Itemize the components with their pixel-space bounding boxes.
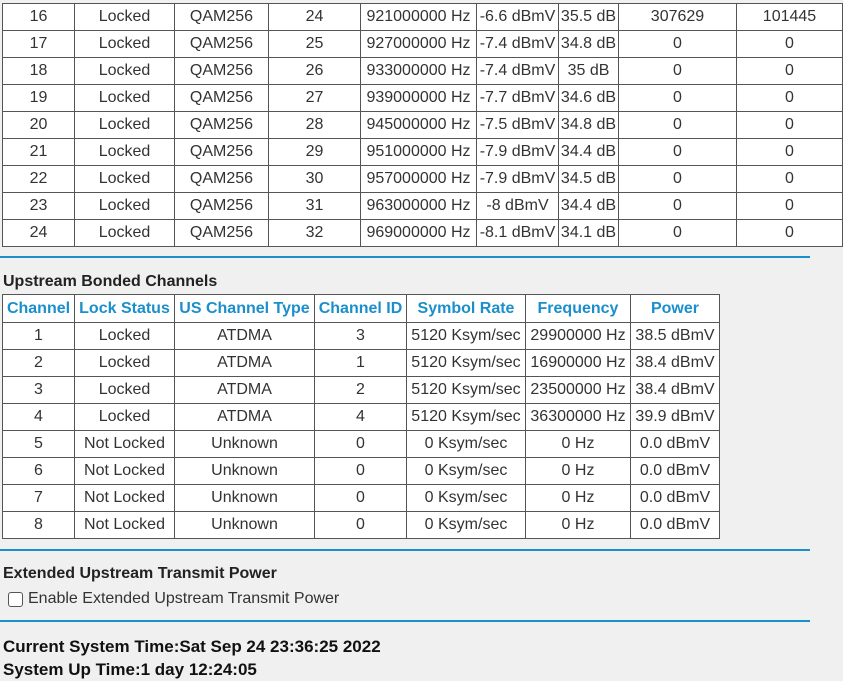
downstream-cell-channel: 24 (3, 220, 75, 247)
downstream-cell-modulation: QAM256 (175, 166, 269, 193)
upstream-table-row (3, 350, 720, 377)
upstream-cell-channel: 7 (3, 485, 75, 512)
downstream-cell-corrected: 0 (619, 112, 737, 139)
upstream-cell-channel: 5 (3, 431, 75, 458)
downstream-cell-frequency: 957000000 Hz (361, 166, 477, 193)
section-divider (0, 256, 810, 258)
upstream-table-row (3, 431, 720, 458)
upstream-cell-power: 38.5 dBmV (631, 323, 720, 350)
upstream-cell-symbol-rate: 0 Ksym/sec (407, 431, 526, 458)
downstream-cell-modulation: QAM256 (175, 112, 269, 139)
downstream-cell-lock-status: Locked (75, 220, 175, 247)
upstream-cell-lock-status: Not Locked (75, 512, 175, 539)
upstream-cell-power: 0.0 dBmV (631, 512, 720, 539)
downstream-cell-snr: 35.5 dB (559, 4, 619, 31)
downstream-cell-frequency: 939000000 Hz (361, 85, 477, 112)
downstream-cell-modulation: QAM256 (175, 193, 269, 220)
upstream-cell-power: 0.0 dBmV (631, 458, 720, 485)
upstream-cell-symbol-rate: 0 Ksym/sec (407, 458, 526, 485)
system-up-time: System Up Time:1 day 12:24:05 (3, 660, 257, 679)
downstream-cell-modulation: QAM256 (175, 31, 269, 58)
downstream-cell-channel: 17 (3, 31, 75, 58)
upstream-table-row (3, 323, 720, 350)
downstream-table-row (3, 85, 843, 112)
downstream-table-row (3, 193, 843, 220)
downstream-cell-lock-status: Locked (75, 31, 175, 58)
upstream-cell-channel-type: Unknown (175, 512, 315, 539)
upstream-cell-frequency: 16900000 Hz (526, 350, 631, 377)
downstream-cell-power: -7.9 dBmV (477, 166, 559, 193)
upstream-bonded-channels-table (2, 294, 720, 539)
downstream-cell-frequency: 933000000 Hz (361, 58, 477, 85)
downstream-table-row (3, 31, 843, 58)
upstream-cell-symbol-rate: 5120 Ksym/sec (407, 404, 526, 431)
upstream-cell-channel-id: 0 (315, 512, 407, 539)
upstream-table-row (3, 458, 720, 485)
downstream-cell-power: -8.1 dBmV (477, 220, 559, 247)
downstream-table-row (3, 220, 843, 247)
downstream-cell-channel: 22 (3, 166, 75, 193)
upstream-column-header: Lock Status (75, 295, 175, 323)
upstream-cell-channel-type: Unknown (175, 431, 315, 458)
upstream-cell-symbol-rate: 5120 Ksym/sec (407, 323, 526, 350)
upstream-cell-channel-id: 2 (315, 377, 407, 404)
upstream-column-header: Symbol Rate (407, 295, 526, 323)
upstream-column-header: US Channel Type (175, 295, 315, 323)
downstream-cell-channel: 21 (3, 139, 75, 166)
downstream-cell-uncorrectables: 0 (737, 58, 843, 85)
upstream-cell-channel: 3 (3, 377, 75, 404)
downstream-cell-lock-status: Locked (75, 112, 175, 139)
downstream-cell-frequency: 927000000 Hz (361, 31, 477, 58)
downstream-cell-corrected: 0 (619, 193, 737, 220)
downstream-cell-power: -6.6 dBmV (477, 4, 559, 31)
downstream-cell-modulation: QAM256 (175, 220, 269, 247)
upstream-cell-power: 38.4 dBmV (631, 377, 720, 404)
downstream-cell-channel-id: 26 (269, 58, 361, 85)
downstream-cell-frequency: 963000000 Hz (361, 193, 477, 220)
downstream-cell-lock-status: Locked (75, 166, 175, 193)
upstream-cell-channel-type: ATDMA (175, 404, 315, 431)
upstream-cell-channel: 6 (3, 458, 75, 485)
downstream-cell-power: -7.7 dBmV (477, 85, 559, 112)
upstream-cell-channel: 4 (3, 404, 75, 431)
downstream-cell-snr: 34.4 dB (559, 139, 619, 166)
downstream-cell-modulation: QAM256 (175, 139, 269, 166)
upstream-cell-channel-id: 3 (315, 323, 407, 350)
extended-upstream-checkbox-row[interactable] (8, 590, 339, 608)
downstream-cell-power: -8 dBmV (477, 193, 559, 220)
upstream-cell-power: 39.9 dBmV (631, 404, 720, 431)
downstream-cell-corrected: 0 (619, 85, 737, 112)
upstream-cell-channel-id: 0 (315, 431, 407, 458)
upstream-column-header: Channel ID (315, 295, 407, 323)
downstream-cell-channel-id: 27 (269, 85, 361, 112)
upstream-column-header: Channel (3, 295, 75, 323)
downstream-cell-lock-status: Locked (75, 193, 175, 220)
upstream-cell-frequency: 0 Hz (526, 485, 631, 512)
downstream-cell-power: -7.4 dBmV (477, 31, 559, 58)
downstream-cell-snr: 34.5 dB (559, 166, 619, 193)
downstream-cell-snr: 34.1 dB (559, 220, 619, 247)
downstream-cell-channel-id: 29 (269, 139, 361, 166)
downstream-bonded-channels-table (2, 3, 843, 247)
downstream-cell-corrected: 0 (619, 220, 737, 247)
downstream-cell-channel-id: 28 (269, 112, 361, 139)
downstream-cell-snr: 34.8 dB (559, 112, 619, 139)
upstream-cell-lock-status: Not Locked (75, 458, 175, 485)
downstream-cell-corrected: 0 (619, 166, 737, 193)
downstream-cell-uncorrectables: 0 (737, 112, 843, 139)
upstream-cell-frequency: 29900000 Hz (526, 323, 631, 350)
downstream-cell-power: -7.5 dBmV (477, 112, 559, 139)
downstream-cell-lock-status: Locked (75, 85, 175, 112)
extended-upstream-section-title: Extended Upstream Transmit Power (3, 565, 277, 582)
downstream-cell-lock-status: Locked (75, 4, 175, 31)
upstream-cell-symbol-rate: 5120 Ksym/sec (407, 377, 526, 404)
upstream-cell-frequency: 0 Hz (526, 512, 631, 539)
upstream-cell-frequency: 0 Hz (526, 458, 631, 485)
upstream-cell-channel-type: ATDMA (175, 323, 315, 350)
downstream-cell-channel-id: 24 (269, 4, 361, 31)
upstream-cell-frequency: 36300000 Hz (526, 404, 631, 431)
downstream-cell-corrected: 307629 (619, 4, 737, 31)
downstream-cell-snr: 34.6 dB (559, 85, 619, 112)
downstream-table-row (3, 58, 843, 85)
downstream-cell-modulation: QAM256 (175, 85, 269, 112)
upstream-cell-channel-id: 4 (315, 404, 407, 431)
upstream-cell-power: 38.4 dBmV (631, 350, 720, 377)
upstream-cell-channel-id: 0 (315, 458, 407, 485)
upstream-cell-channel-id: 0 (315, 485, 407, 512)
upstream-cell-frequency: 0 Hz (526, 431, 631, 458)
downstream-table-row (3, 112, 843, 139)
downstream-cell-uncorrectables: 0 (737, 166, 843, 193)
downstream-cell-power: -7.9 dBmV (477, 139, 559, 166)
upstream-cell-power: 0.0 dBmV (631, 431, 720, 458)
downstream-cell-channel: 19 (3, 85, 75, 112)
section-divider (0, 620, 810, 622)
section-divider (0, 549, 810, 551)
downstream-cell-uncorrectables: 0 (737, 31, 843, 58)
extended-upstream-checkbox-label: Enable Extended Upstream Transmit Power (28, 590, 340, 607)
downstream-cell-channel: 16 (3, 4, 75, 31)
downstream-table-row (3, 4, 843, 31)
upstream-cell-channel: 1 (3, 323, 75, 350)
upstream-cell-symbol-rate: 0 Ksym/sec (407, 485, 526, 512)
downstream-cell-frequency: 945000000 Hz (361, 112, 477, 139)
downstream-cell-snr: 34.4 dB (559, 193, 619, 220)
downstream-cell-uncorrectables: 0 (737, 220, 843, 247)
upstream-column-header: Frequency (526, 295, 631, 323)
downstream-cell-lock-status: Locked (75, 58, 175, 85)
upstream-cell-channel-type: ATDMA (175, 350, 315, 377)
downstream-cell-modulation: QAM256 (175, 4, 269, 31)
upstream-cell-lock-status: Locked (75, 350, 175, 377)
downstream-table-body (3, 4, 843, 247)
downstream-cell-corrected: 0 (619, 58, 737, 85)
downstream-table-container (2, 3, 817, 246)
upstream-cell-channel-type: Unknown (175, 458, 315, 485)
downstream-table-row (3, 166, 843, 193)
upstream-table-row (3, 377, 720, 404)
downstream-cell-uncorrectables: 0 (737, 139, 843, 166)
downstream-cell-modulation: QAM256 (175, 58, 269, 85)
upstream-cell-lock-status: Not Locked (75, 485, 175, 512)
upstream-cell-symbol-rate: 5120 Ksym/sec (407, 350, 526, 377)
downstream-cell-channel-id: 25 (269, 31, 361, 58)
downstream-cell-snr: 34.8 dB (559, 31, 619, 58)
downstream-cell-lock-status: Locked (75, 139, 175, 166)
upstream-column-header: Power (631, 295, 720, 323)
downstream-cell-frequency: 951000000 Hz (361, 139, 477, 166)
downstream-cell-channel: 20 (3, 112, 75, 139)
downstream-cell-channel: 23 (3, 193, 75, 220)
extended-upstream-checkbox[interactable] (8, 592, 23, 607)
downstream-cell-channel-id: 31 (269, 193, 361, 220)
upstream-table-row (3, 512, 720, 539)
upstream-table-row (3, 485, 720, 512)
downstream-cell-corrected: 0 (619, 31, 737, 58)
downstream-table-row (3, 139, 843, 166)
upstream-cell-symbol-rate: 0 Ksym/sec (407, 512, 526, 539)
upstream-cell-channel: 8 (3, 512, 75, 539)
upstream-cell-lock-status: Locked (75, 323, 175, 350)
upstream-cell-channel-id: 1 (315, 350, 407, 377)
upstream-cell-lock-status: Locked (75, 404, 175, 431)
downstream-cell-power: -7.4 dBmV (477, 58, 559, 85)
upstream-cell-lock-status: Locked (75, 377, 175, 404)
upstream-cell-frequency: 23500000 Hz (526, 377, 631, 404)
upstream-cell-channel-type: ATDMA (175, 377, 315, 404)
upstream-table-body (3, 323, 720, 539)
upstream-cell-power: 0.0 dBmV (631, 485, 720, 512)
downstream-cell-frequency: 969000000 Hz (361, 220, 477, 247)
upstream-cell-channel-type: Unknown (175, 485, 315, 512)
downstream-cell-uncorrectables: 0 (737, 193, 843, 220)
downstream-cell-corrected: 0 (619, 139, 737, 166)
downstream-cell-uncorrectables: 0 (737, 85, 843, 112)
upstream-table-header-row (3, 295, 720, 323)
downstream-cell-frequency: 921000000 Hz (361, 4, 477, 31)
downstream-cell-channel-id: 32 (269, 220, 361, 247)
downstream-cell-uncorrectables: 101445 (737, 4, 843, 31)
downstream-cell-channel: 18 (3, 58, 75, 85)
current-system-time: Current System Time:Sat Sep 24 23:36:25 2022 (3, 637, 381, 656)
downstream-cell-channel-id: 30 (269, 166, 361, 193)
upstream-cell-channel: 2 (3, 350, 75, 377)
upstream-table-row (3, 404, 720, 431)
downstream-cell-snr: 35 dB (559, 58, 619, 85)
upstream-section-title: Upstream Bonded Channels (3, 273, 218, 290)
upstream-cell-lock-status: Not Locked (75, 431, 175, 458)
